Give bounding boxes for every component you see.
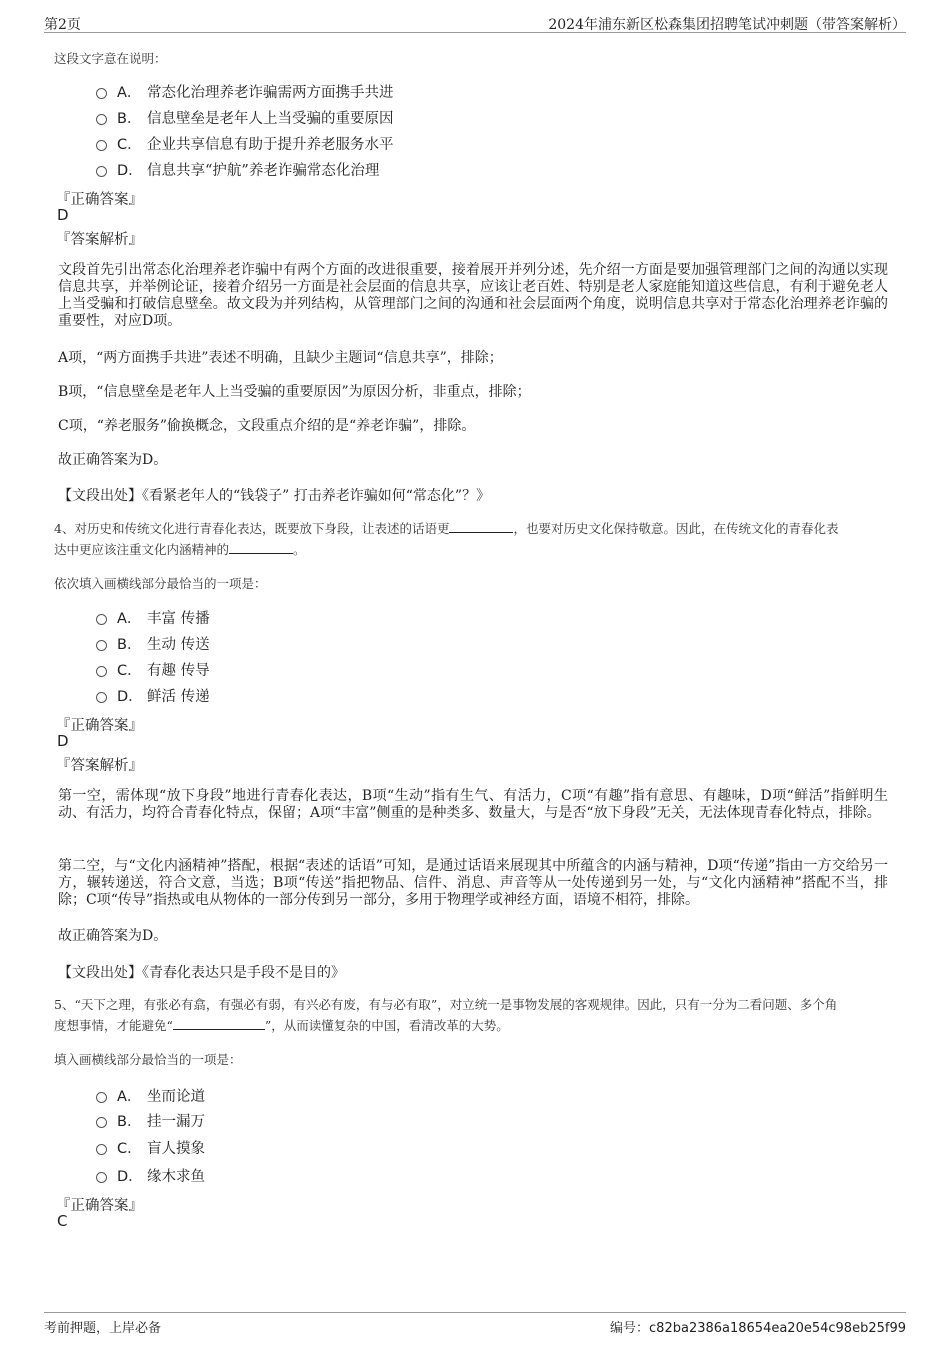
q3-answer-label: 『正确答案』 bbox=[56, 192, 143, 208]
q5-question-text: 5、“天下之理，有张必有翕，有强必有弱，有兴必有废，有与必有取”，对立统一是事物发展的客观规律。因此，只有一分为二看问题、多个角 度想事情，才能避免“ ”，从而读懂复杂的中国，看清改革的大势。 bbox=[54, 997, 838, 1033]
q3-stem: 这段文字意在说明： bbox=[54, 51, 167, 66]
q4-prompt: 依次填入画横线部分最恰当的一项是： bbox=[54, 576, 267, 591]
radio-icon[interactable] bbox=[96, 1144, 107, 1155]
radio-icon[interactable] bbox=[96, 1172, 107, 1183]
q5-answer: C bbox=[57, 1212, 68, 1230]
q5-answer-label: 『正确答案』 bbox=[56, 1198, 143, 1214]
radio-icon[interactable] bbox=[96, 1117, 107, 1128]
q4-option-a[interactable]: A． 丰富 传播 bbox=[96, 607, 210, 627]
radio-icon[interactable] bbox=[96, 140, 107, 151]
fill-blank bbox=[173, 1017, 265, 1030]
fill-blank bbox=[229, 541, 293, 554]
radio-icon[interactable] bbox=[96, 1092, 107, 1103]
radio-icon[interactable] bbox=[96, 692, 107, 703]
q3-answer: D bbox=[57, 206, 69, 224]
radio-icon[interactable] bbox=[96, 614, 107, 625]
q3-option-b[interactable]: B． 信息壁垒是老年人上当受骗的重要原因 bbox=[96, 107, 394, 127]
document-title: 2024年浦东新区松森集团招聘笔试冲刺题（带答案解析） bbox=[548, 17, 906, 33]
q5-option-a[interactable]: A． 坐而论道 bbox=[96, 1085, 205, 1105]
q3-analysis-paragraph: A项，“两方面携手共进”表述不明确，且缺少主题词“信息共享”，排除； bbox=[58, 350, 503, 366]
q3-source: 【文段出处】《看紧老年人的“钱袋子” 打击养老诈骗如何“常态化”？》 bbox=[58, 488, 491, 504]
q3-option-c[interactable]: C． 企业共享信息有助于提升养老服务水平 bbox=[96, 133, 394, 153]
q4-source: 【文段出处】《青春化表达只是手段不是目的》 bbox=[58, 965, 345, 981]
page-footer bbox=[44, 1312, 906, 1335]
footer-slogan: 考前押题，上岸必备 bbox=[44, 1321, 162, 1336]
q3-analysis-paragraph: C项，“养老服务”偷换概念，文段重点介绍的是“养老诈骗”，排除。 bbox=[58, 418, 476, 434]
q4-analysis-paragraph: 故正确答案为D。 bbox=[58, 928, 168, 944]
q4-analysis-label: 『答案解析』 bbox=[56, 758, 143, 774]
q3-analysis-paragraph: B项，“信息壁垒是老年人上当受骗的重要原因”为原因分析，非重点，排除； bbox=[58, 384, 531, 400]
q4-analysis-paragraph: 第二空，与“文化内涵精神”搭配，根据“表述的话语”可知，是通过话语来展现其中所蕴含的内涵与精神，D项“传递”指由一方交给另一方，辗转递送，符合文意，当选；B项“传送”指把物品、信件、消息、声音等从一处传递到另一处，与“文化内涵精神”搭配不当，排除；C项“传导”指热或电从物体的一部分传到另一部分，多用于物理学或神经方面，语境不相符，排除。 bbox=[58, 858, 888, 908]
q5-option-d[interactable]: D． 缘木求鱼 bbox=[96, 1165, 205, 1185]
document-code: 编号：c82ba2386a18654ea20e54c98eb25f99 bbox=[610, 1321, 906, 1336]
q5-option-b[interactable]: B． 挂一漏万 bbox=[96, 1110, 205, 1130]
radio-icon[interactable] bbox=[96, 114, 107, 125]
q4-option-c[interactable]: C． 有趣 传导 bbox=[96, 659, 210, 679]
q4-answer: D bbox=[57, 732, 69, 750]
q4-answer-label: 『正确答案』 bbox=[56, 718, 143, 734]
q3-analysis-paragraph: 故正确答案为D。 bbox=[58, 452, 168, 468]
radio-icon[interactable] bbox=[96, 666, 107, 677]
q3-option-a[interactable]: A． 常态化治理养老诈骗需两方面携手共进 bbox=[96, 81, 394, 101]
q5-prompt: 填入画横线部分最恰当的一项是： bbox=[54, 1052, 242, 1067]
q3-option-d[interactable]: D． 信息共享“护航”养老诈骗常态化治理 bbox=[96, 159, 379, 179]
fill-blank bbox=[449, 520, 513, 533]
q4-option-d[interactable]: D． 鲜活 传递 bbox=[96, 685, 210, 705]
q4-option-b[interactable]: B． 生动 传送 bbox=[96, 633, 210, 653]
q4-question-text: 4、对历史和传统文化进行青春化表达，既要放下身段，让表述的话语更 ，也要对历史文化保持敬意。因此，在传统文化的青春化表 达中更应该注重文化内涵精神的 。 bbox=[54, 521, 839, 557]
q3-analysis-paragraph: 文段首先引出常态化治理养老诈骗中有两个方面的改进很重要，接着展开并列分述，先介绍一方面是要加强管理部门之间的沟通以实现信息共享，并举例论证，接着介绍另一方面是社会层面的信息共享，应该让老百姓、特别是老人家庭能知道这些信息，有利于避免老人上当受骗和打破信息壁垒。故文段为并列结构，从管理部门之间的沟通和社会层面两个角度，说明信息共享对于常态化治理养老诈骗的重要性，对应D项。 bbox=[58, 262, 888, 329]
radio-icon[interactable] bbox=[96, 166, 107, 177]
q3-analysis-label: 『答案解析』 bbox=[56, 232, 143, 248]
q4-analysis-paragraph: 第一空，需体现“放下身段”地进行青春化表达，B项“生动”指有生气、有活力，C项“有趣”指有意思、有趣味，D项“鲜活”指鲜明生动、有活力，均符合青春化特点，保留；A项“丰富”侧重的是种类多、数量大，与是否“放下身段”无关，无法体现青春化特点，排除。 bbox=[58, 788, 888, 821]
q5-option-c[interactable]: C． 盲人摸象 bbox=[96, 1137, 205, 1157]
page-header bbox=[44, 12, 906, 33]
radio-icon[interactable] bbox=[96, 640, 107, 651]
radio-icon[interactable] bbox=[96, 88, 107, 99]
page-number: 第2页 bbox=[44, 17, 81, 33]
